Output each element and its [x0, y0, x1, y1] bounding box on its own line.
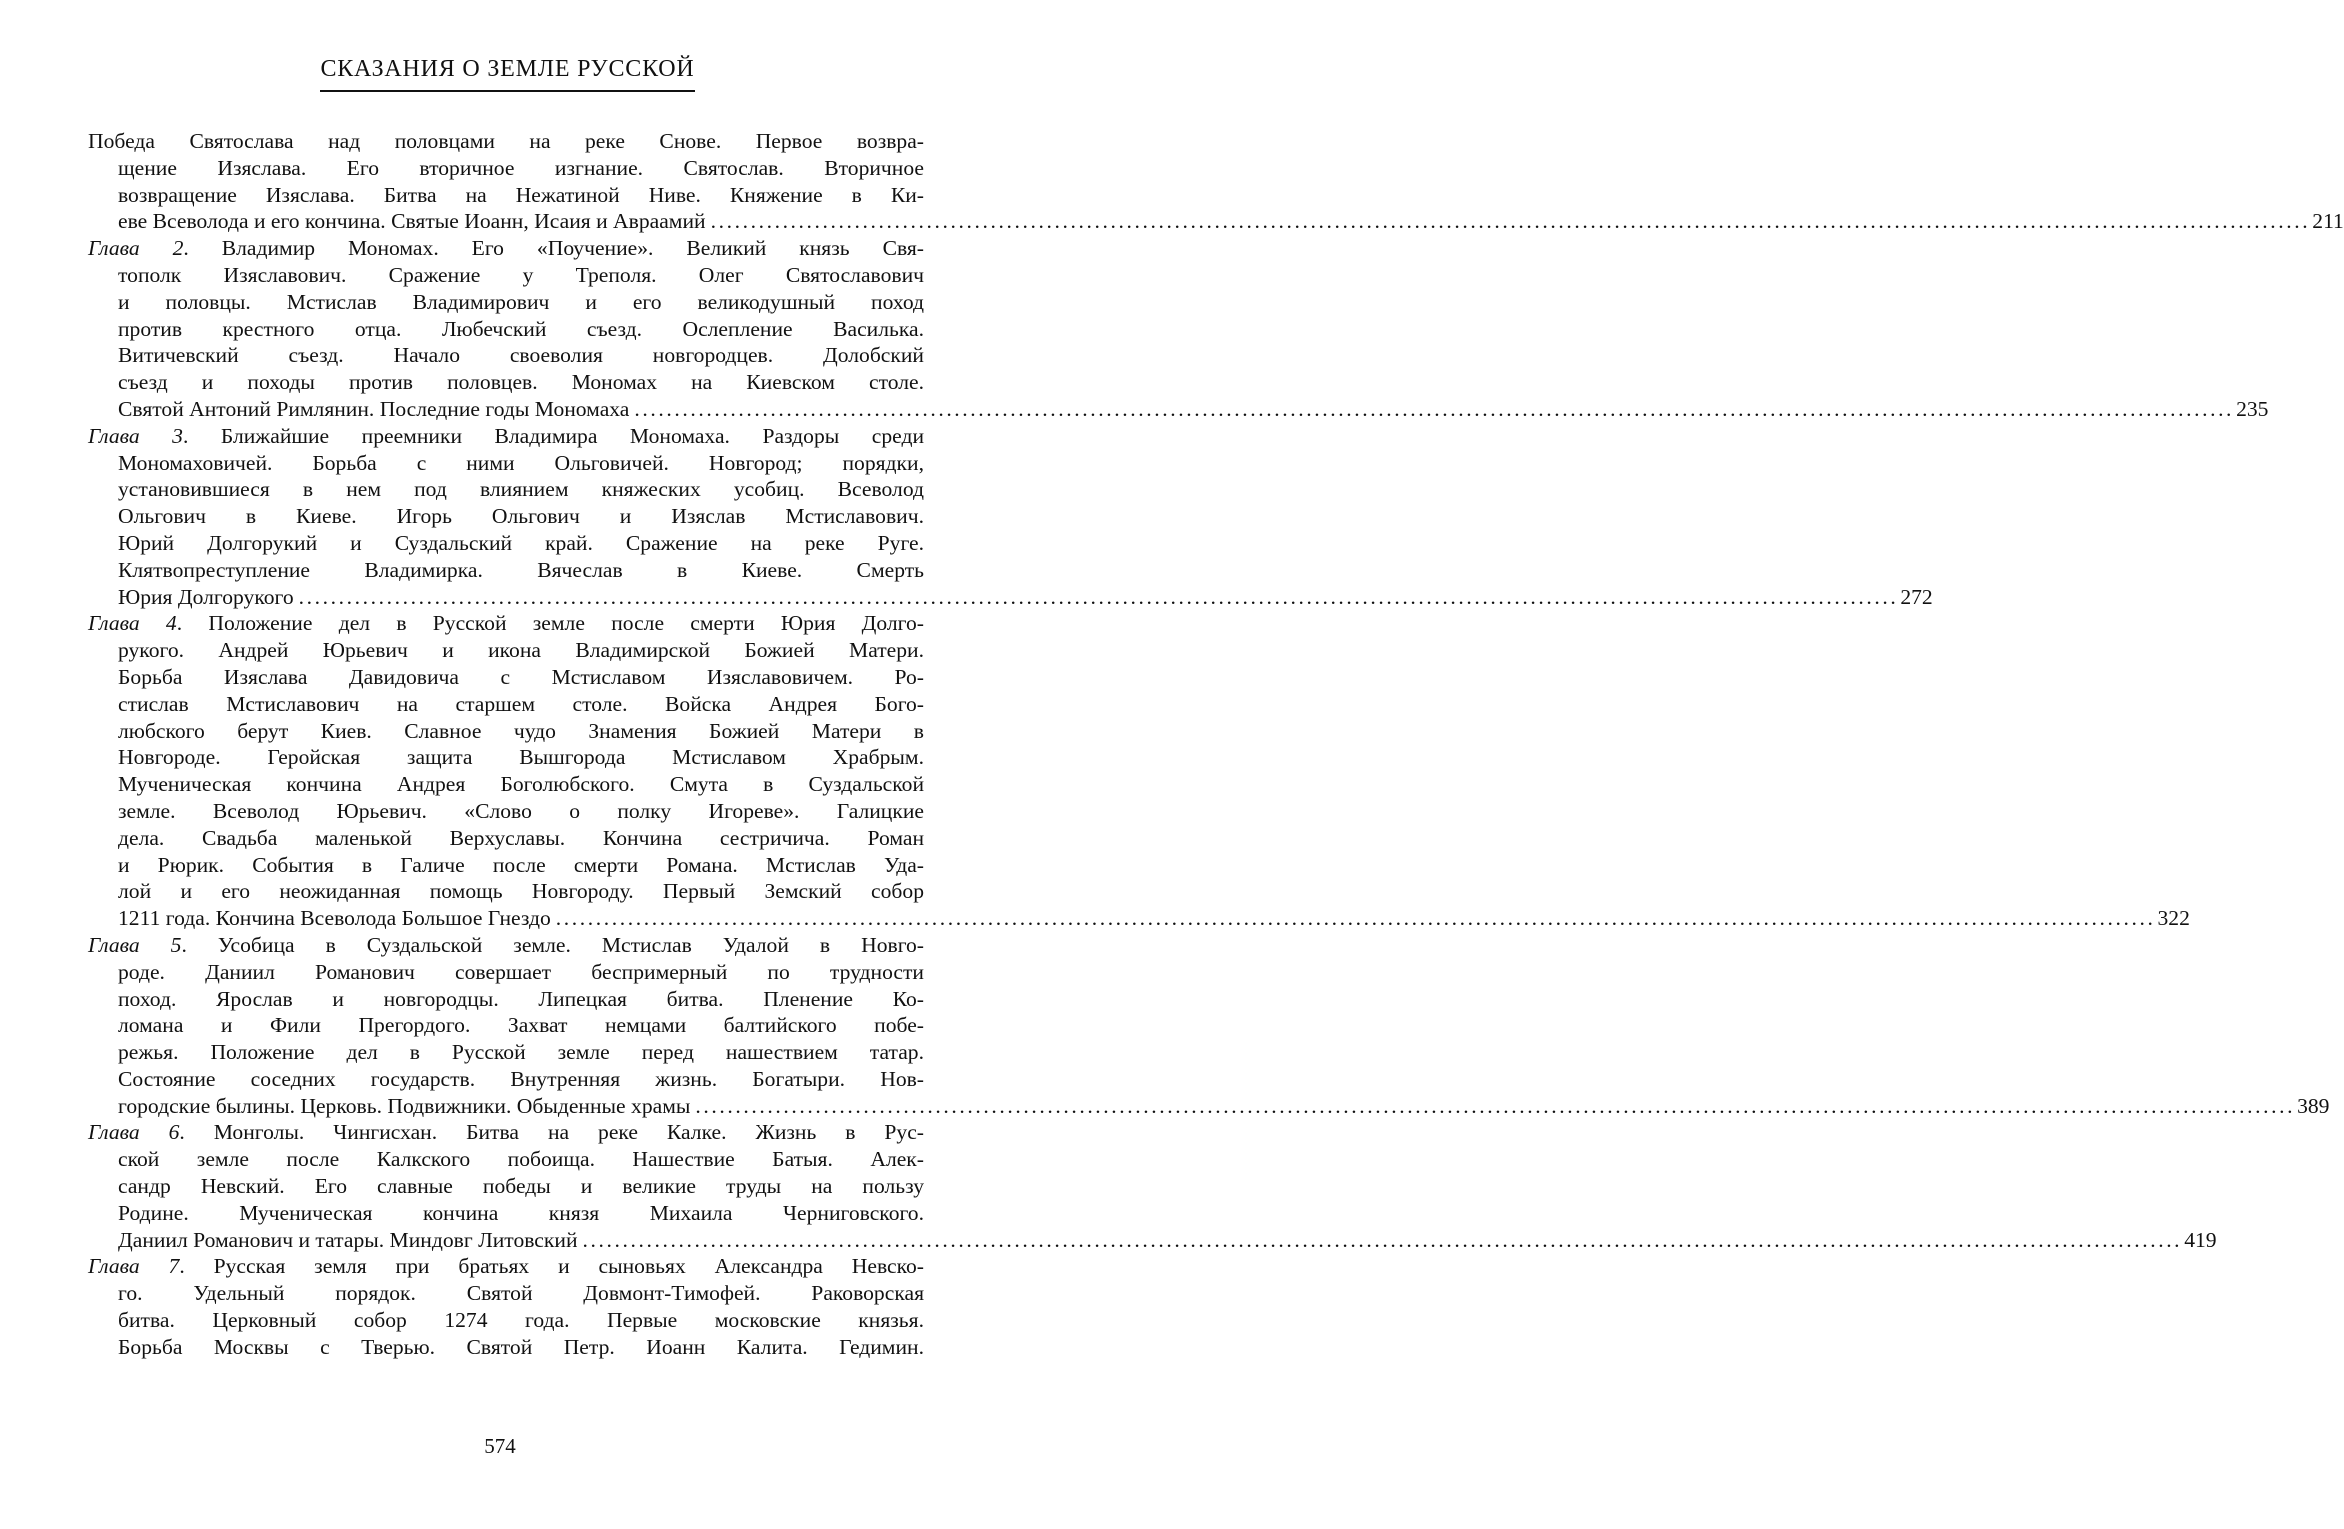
entry-text: . Владимир Мономах. Его «Поучение». Великий князь Свя- — [183, 236, 925, 261]
entry-text-line: и Рюрик. События в Галиче после смерти Романа. Мстислав Уда- — [118, 852, 924, 877]
entry-text-line: режья. Положение дел в Русской земле перед нашествием татар. — [118, 1040, 924, 1065]
entry-text-line: лой и его неожиданная помощь Новгороду. Первый Земский собор — [118, 879, 924, 904]
entry-text: . Усобица в Суздальской земле. Мстислав Удалой в Новго- — [181, 932, 924, 957]
entry-text-line: установившиеся в нем под влиянием княжеских усобиц. Всеволод — [118, 477, 924, 502]
toc-entry — [88, 423, 1933, 611]
entry-text-line: роде. Даниил Романович совершает беспримерный по трудности — [118, 959, 924, 984]
entry-text-line: рукого. Андрей Юрьевич и икона Владимирской Божией Матери. — [118, 638, 924, 663]
chapter-label: Глава 5 — [88, 932, 182, 957]
entry-text-line: Борьба Изяслава Давидовича с Мстиславом Изяславовичем. Ро- — [118, 664, 924, 689]
entry-page-number: 272 — [1900, 584, 1933, 609]
entry-text-line: любского берут Киев. Славное чудо Знамения Божией Матери в — [118, 718, 924, 743]
entry-text-line: Мученическая кончина Андрея Боголюбского. Смута в Суздальской — [118, 772, 924, 797]
dot-leader: ........................................................................................................................................................................................................ — [695, 1093, 2296, 1118]
chapter-label: Глава 4 — [88, 611, 177, 636]
dot-leader: ........................................................................................................................................................................................................ — [634, 396, 2235, 421]
entry-text-line: возвращение Изяслава. Битва на Нежатиной Ниве. Княжение в Ки- — [118, 182, 924, 207]
entry-text: . Ближайшие преемники Владимира Мономаха. Раздоры среди — [182, 423, 924, 448]
page-number: 574 — [484, 1434, 516, 1458]
entry-text-line: го. Удельный порядок. Святой Довмонт-Тимофей. Раковорская — [118, 1281, 924, 1306]
entry-page-number: 211 — [2312, 209, 2344, 234]
entry-text: Юрия Долгорукого — [118, 584, 294, 609]
entry-text: еве Всеволода и его кончина. Святые Иоанн, Исаия и Авраамий — [118, 209, 706, 234]
entry-text-line: щение Изяслава. Его вторичное изгнание. Святослав. Вторичное — [118, 155, 924, 180]
entry-text-line: Юрий Долгорукий и Суздальский край. Сражение на реке Руге. — [118, 530, 924, 555]
entry-page-number: 322 — [2157, 906, 2190, 931]
entry-text-line: сандр Невский. Его славные победы и великие труды на пользу — [118, 1174, 924, 1199]
entry-text-line: Новгороде. Геройская защита Вышгорода Мстиславом Храбрым. — [118, 745, 924, 770]
entry-text-line: дела. Свадьба маленькой Верхуславы. Кончина сестричича. Роман — [118, 825, 924, 850]
dot-leader: ........................................................................................................................................................................................................ — [555, 906, 2156, 931]
entry-text: . Монголы. Чингисхан. Битва на реке Калке. Жизнь в Рус- — [179, 1120, 924, 1145]
entry-text-line: ломана и Фили Прегордого. Захват немцами балтийского побе- — [118, 1013, 924, 1038]
table-of-contents — [88, 128, 2344, 1361]
entry-text: Даниил Романович и татары. Миндовг Литовский — [118, 1227, 578, 1252]
entry-text-line: Ольгович в Киеве. Игорь Ольгович и Изяслав Мстиславович. — [118, 504, 924, 529]
toc-entry-first-line — [88, 932, 924, 959]
entry-text-line: Клятвопреступление Владимирка. Вячеслав в Киеве. Смерть — [118, 557, 924, 582]
header-rule — [320, 90, 695, 92]
toc-entry — [88, 1119, 2217, 1253]
toc-entry-first-line — [88, 1253, 924, 1280]
entry-text-line: съезд и походы против половцев. Мономах на Киевском столе. — [118, 370, 924, 395]
dot-leader: ........................................................................................................................................................................................................ — [582, 1227, 2183, 1252]
toc-entry — [88, 932, 2330, 1120]
toc-entry — [88, 235, 2269, 423]
chapter-label: Глава 2 — [88, 236, 184, 261]
entry-text: . Русская земля при братьях и сыновьях Александра Невско- — [179, 1254, 924, 1279]
chapter-label: Глава 7 — [88, 1254, 180, 1279]
entry-text-line: ской земле после Калкского побоища. Нашествие Батыя. Алек- — [118, 1147, 924, 1172]
entry-text-line: против крестного отца. Любечский съезд. Ослепление Василька. — [118, 316, 924, 341]
toc-entry — [88, 610, 2190, 932]
entry-text-line: земле. Всеволод Юрьевич. «Слово о полку Игореве». Галицкие — [118, 798, 924, 823]
entry-text: 1211 года. Кончина Всеволода Большое Гнездо — [118, 906, 551, 931]
toc-entry-first-line — [88, 235, 924, 262]
entry-text-line: стислав Мстиславович на старшем столе. Войска Андрея Бого- — [118, 691, 924, 716]
toc-entry-first-line — [88, 610, 924, 637]
entry-text-line: Состояние соседних государств. Внутренняя жизнь. Богатыри. Нов- — [118, 1066, 924, 1091]
entry-text: . Положение дел в Русской земле после смерти Юрия Долго- — [176, 611, 924, 636]
toc-entry-last-line — [88, 1093, 2330, 1120]
entry-text-line: тополк Изяславович. Сражение у Треполя. Олег Святославович — [118, 262, 924, 287]
toc-entry-last-line — [88, 396, 2269, 423]
dot-leader: ........................................................................................................................................................................................................ — [710, 209, 2311, 234]
entry-text-line: поход. Ярослав и новгородцы. Липецкая битва. Пленение Ко- — [118, 986, 924, 1011]
toc-entry — [88, 1253, 924, 1360]
entry-page-number: 419 — [2184, 1227, 2217, 1252]
dot-leader: ........................................................................................................................................................................................................ — [298, 584, 1899, 609]
toc-entry-first-line — [88, 1119, 924, 1146]
chapter-label: Глава 6 — [88, 1120, 180, 1145]
toc-entry-first-line — [88, 423, 924, 450]
chapter-label: Глава 3 — [88, 423, 183, 448]
entry-text-line: Победа Святослава над половцами на реке Снове. Первое возвра- — [88, 129, 924, 153]
toc-entry-last-line — [88, 208, 2344, 235]
entry-text: городские былины. Церковь. Подвижники. Обыденные храмы — [118, 1093, 691, 1118]
entry-text-line: Мономаховичей. Борьба с ними Ольговичей. Новгород; порядки, — [118, 450, 924, 475]
entry-text-line: Борьба Москвы с Тверью. Святой Петр. Иоанн Калита. Гедимин. — [118, 1334, 924, 1359]
entry-text-line: и половцы. Мстислав Владимирович и его великодушный поход — [118, 289, 924, 314]
toc-entry-last-line — [88, 905, 2190, 932]
entry-text-line: Родине. Мученическая кончина князя Михаила Черниговского. — [118, 1200, 924, 1225]
entry-text-line: Витичевский съезд. Начало своеволия новгородцев. Долобский — [118, 343, 924, 368]
running-head: СКАЗАНИЯ О ЗЕМЛЕ РУССКОЙ — [320, 56, 695, 82]
toc-entry — [88, 128, 2344, 235]
entry-page-number: 235 — [2236, 396, 2269, 421]
entry-page-number: 389 — [2297, 1093, 2330, 1118]
entry-text: Святой Антоний Римлянин. Последние годы Мономаха — [118, 396, 630, 421]
toc-entry-last-line — [88, 584, 1933, 611]
toc-entry-last-line — [88, 1227, 2217, 1254]
entry-text-line: битва. Церковный собор 1274 года. Первые московские князья. — [118, 1308, 924, 1333]
